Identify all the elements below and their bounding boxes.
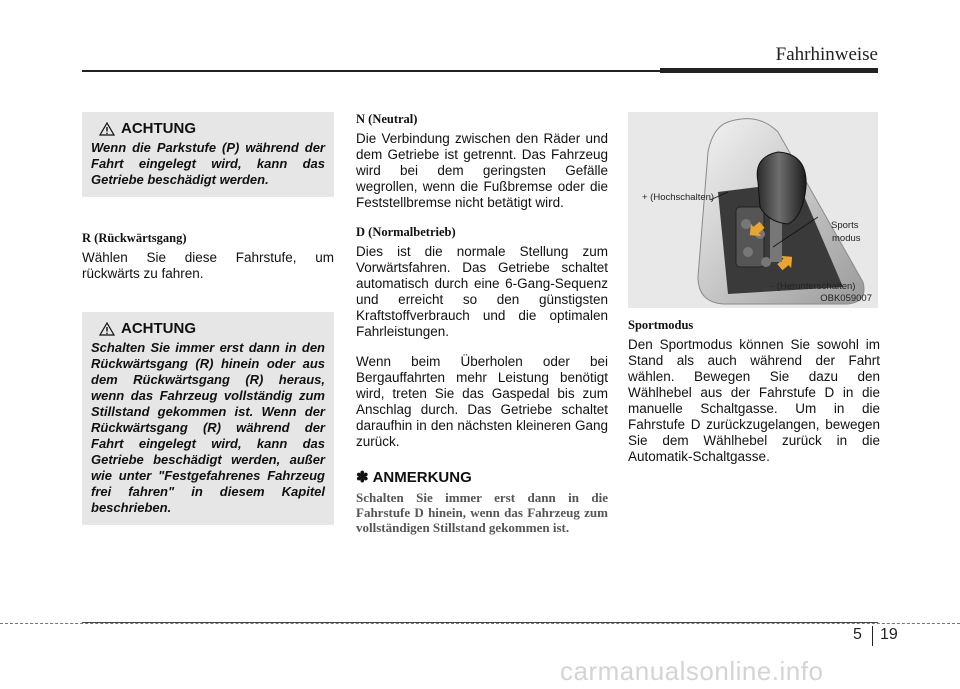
section-text-reverse: Wählen Sie diese Fahrstufe, um rückwärts zu fahren. — [82, 250, 334, 281]
spacer — [82, 197, 334, 231]
warning-box-reverse — [82, 312, 334, 525]
gear-shifter-illustration — [628, 112, 878, 308]
section-heading-reverse: R (Rückwärtsgang) — [82, 231, 187, 245]
warning-title: ACHTUNG — [121, 320, 196, 337]
footer-dashed-rule — [0, 623, 960, 624]
warning-text: Schalten Sie immer erst dann in den Rückwärtsgang (R) hinein oder aus dem Rückwärtsgang (R) heraus, wenn das Fahrzeug vollständig zum Stillstand gekommen ist. Wenn der Rückwärtsgang (R) während der Fahrt eingelegt wird, kann das Getriebe beschädigt werden, außer wie unter "Festgefahrenes Fahrzeug frei fahren" in diesem Kapitel beschrieben. — [91, 340, 325, 515]
note-title: ANMERKUNG — [372, 468, 472, 486]
section-text-neutral: Die Verbindung zwischen den Räder und dem Getriebe ist getrennt. Das Fahrzeug wird bei dem geringsten Gefälle wegrollen, wenn die Fußbremse oder die Feststellbremse nicht betätigt wird. — [356, 131, 608, 210]
figure-label-upshift: + (Hochschalten) — [642, 192, 715, 203]
section-text-drive-1: Dies ist die normale Stellung zum Vorwärtsfahren. Das Getriebe schaltet automatisch durch eine 6-Gang-Sequenz und erreicht so den günstigsten Kraftstoffverbrauch und die optimalen Fahrleistungen. — [356, 244, 608, 339]
warning-triangle-icon — [99, 322, 115, 336]
spacer — [82, 282, 334, 312]
column-middle — [356, 112, 608, 535]
page-section-number: 5 — [853, 626, 862, 643]
spacer — [356, 340, 608, 354]
warning-header — [99, 120, 325, 137]
section-text-drive-2: Wenn beim Überholen oder bei Bergauffahrten mehr Leistung benötigt wird, treten Sie das Gaspedal bis zum Anschlag durch. Das Getriebe schaltet daraufhin in den nächsten kleineren Gang zurück. — [356, 354, 608, 449]
section-heading-drive: D (Normalbetrieb) — [356, 225, 456, 239]
figure-label-sport-2: modus — [832, 233, 861, 244]
header-rule-thick — [660, 68, 878, 73]
page-header-title: Fahrhinweise — [775, 44, 878, 65]
footer-rule — [82, 622, 878, 623]
section-heading-sport: Sportmodus — [628, 318, 694, 332]
spacer — [628, 308, 880, 318]
page-number: 19 — [880, 626, 898, 643]
page-number-separator — [872, 626, 873, 646]
section-text-sport: Den Sportmodus können Sie sowohl im Stand als auch während der Fahrt wählen. Bewegen Sie dazu den Wählhebel aus der Fahrstufe D in die manuelle Schaltgasse. Um in die Fahrstufe D zurückzugelangen, bewegen Sie dem Wählhebel zurück in die Automatik-Schaltgasse. — [628, 337, 880, 464]
column-left — [82, 112, 334, 525]
header-rule — [82, 70, 660, 72]
column-right — [628, 112, 880, 465]
warning-header — [99, 320, 325, 337]
watermark: carmanualsonline.info — [560, 656, 824, 686]
warning-box-park — [82, 112, 334, 197]
warning-text: Wenn die Parkstufe (P) während der Fahrt eingelegt wird, kann das Getriebe beschädigt werden. — [91, 140, 325, 187]
warning-title: ACHTUNG — [121, 120, 196, 137]
gear-shifter-figure — [628, 112, 878, 308]
note-star-icon: ✽ — [356, 469, 369, 486]
figure-code: OBK059007 — [820, 293, 872, 304]
figure-label-downshift: - (Herunterschalten) — [771, 281, 856, 292]
warning-triangle-icon — [99, 122, 115, 136]
note-text: Schalten Sie immer erst dann in die Fahrstufe D hinein, wenn das Fahrzeug zum vollständigen Stillstand gekommen ist. — [356, 490, 608, 535]
spacer — [356, 211, 608, 225]
figure-label-sport-1: Sports — [831, 220, 859, 231]
note-header — [356, 468, 608, 486]
section-heading-neutral: N (Neutral) — [356, 112, 418, 126]
